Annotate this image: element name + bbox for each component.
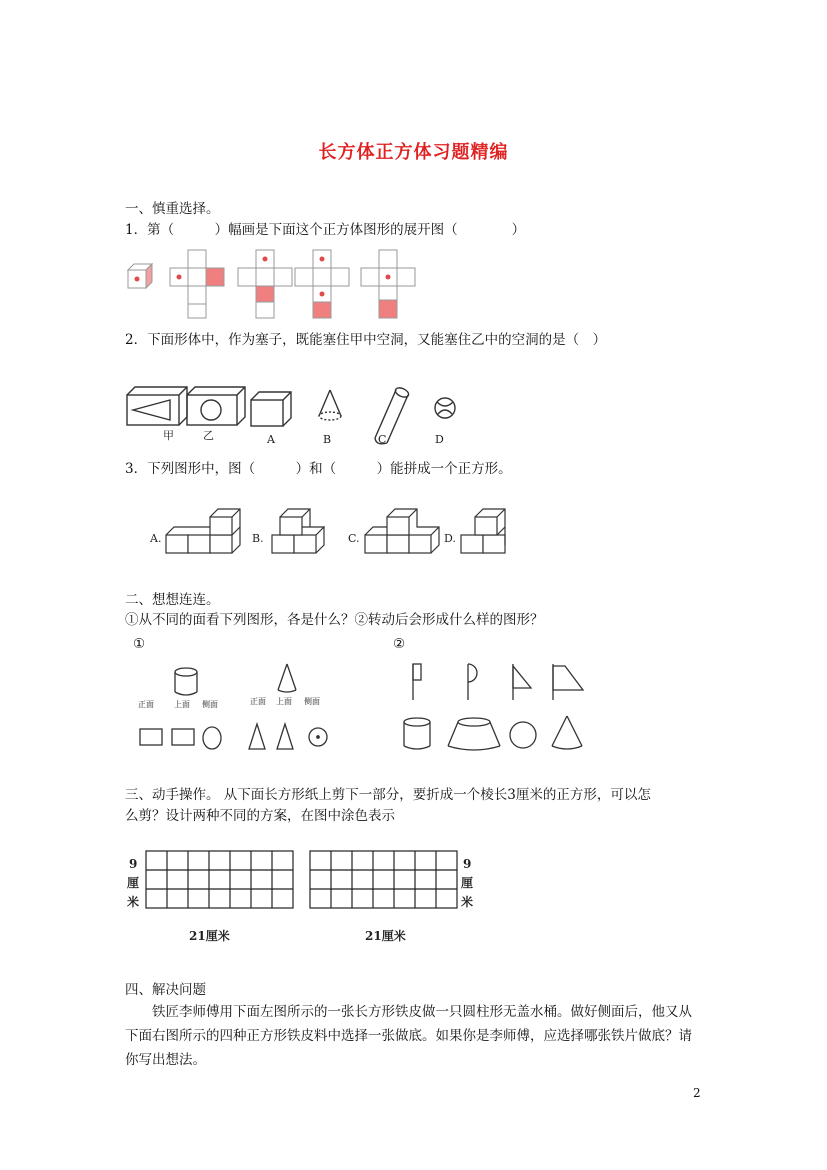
blocks-a bbox=[166, 509, 240, 553]
result-frustum bbox=[448, 718, 500, 750]
section2-heading: 二、想想连连。 bbox=[125, 592, 220, 608]
blocks-c bbox=[365, 509, 439, 553]
section1-heading: 一、慎重选择。 bbox=[125, 201, 220, 217]
label-d: D bbox=[435, 433, 444, 446]
net-a bbox=[170, 250, 224, 318]
box-jia bbox=[127, 387, 187, 425]
height-label-9: 9 bbox=[129, 857, 138, 871]
grid-figures[interactable] bbox=[125, 850, 485, 945]
label-side: 侧面 bbox=[202, 700, 218, 709]
block-figures bbox=[148, 508, 528, 558]
label-front-2: 正面 bbox=[250, 697, 266, 706]
height-label-mi: 米 bbox=[127, 895, 140, 909]
label-top: 上面 bbox=[174, 700, 190, 709]
section2-prompt: ①从不同的面看下列图形，各是什么？②转动后会形成什么样的图形？ bbox=[125, 612, 544, 628]
blocks-b bbox=[272, 509, 324, 553]
cube-net-figures bbox=[125, 245, 425, 320]
cube-icon bbox=[128, 264, 152, 288]
blocks-d bbox=[461, 509, 505, 553]
grid-left[interactable] bbox=[146, 851, 293, 908]
height-label-mi-right: 米 bbox=[461, 895, 474, 909]
section4-paragraph: 铁匠李师傅用下面左图所示的一张长方形铁皮做一只圆柱形无盖水桶。做好侧面后，他又从下面右图所示的四种正方形铁皮料中选择一张做底。如果你是李师傅，应选择哪张铁片做底？请你写出想法。 bbox=[125, 1004, 692, 1068]
width-label-left: 21厘米 bbox=[189, 929, 230, 943]
cone-b bbox=[319, 390, 341, 420]
flag-trapezoid bbox=[553, 664, 583, 700]
question-2: 2．下面形体中，作为塞子，既能塞住甲中空洞，又能塞住乙中的空洞的是（ ） bbox=[125, 332, 607, 348]
cylinder-solid bbox=[175, 668, 197, 695]
label-jia: 甲 bbox=[163, 429, 174, 442]
marker-2: ② bbox=[393, 636, 406, 652]
label-b: B. bbox=[252, 532, 264, 545]
label-a: A. bbox=[150, 532, 162, 545]
height-label-9-right: 9 bbox=[463, 857, 472, 871]
section4-heading: 四、解决问题 bbox=[125, 982, 206, 998]
section3-heading-line1: 三、动手操作。 从下面长方形纸上剪下一部分，要折成一个棱长3厘米的正方形，可以怎 bbox=[125, 787, 651, 803]
flag-semicircle bbox=[468, 664, 477, 700]
stopper-figures bbox=[125, 380, 495, 445]
grid-right[interactable] bbox=[310, 851, 457, 908]
label-front: 正面 bbox=[138, 700, 154, 709]
height-label-li: 厘 bbox=[127, 876, 140, 890]
flag-triangle bbox=[513, 664, 531, 700]
label-side-2: 侧面 bbox=[304, 697, 320, 706]
label-c: C bbox=[378, 433, 387, 446]
width-label-right: 21厘米 bbox=[365, 929, 406, 943]
net-d bbox=[361, 250, 415, 318]
question-1: 1．第（ ）幅画是下面这个正方体图形的展开图（ ） bbox=[125, 222, 526, 238]
views-figure bbox=[130, 660, 340, 755]
result-cylinder bbox=[404, 718, 430, 749]
page-title: 长方体正方体习题精编 bbox=[318, 142, 509, 163]
ball-d bbox=[435, 398, 455, 418]
section3-heading-line2: 么剪？设计两种不同的方案，在图中涂色表示 bbox=[125, 808, 395, 824]
page-number: 2 bbox=[693, 1086, 701, 1100]
height-label-li-right: 厘 bbox=[461, 876, 474, 890]
question-3: 3．下列图形中，图（ ）和（ ）能拼成一个正方形。 bbox=[125, 461, 512, 477]
rotation-figure bbox=[395, 660, 595, 755]
label-d: D. bbox=[444, 532, 456, 545]
label-b: B bbox=[323, 433, 332, 446]
label-yi: 乙 bbox=[203, 429, 214, 442]
label-a: A bbox=[267, 433, 275, 446]
net-b bbox=[238, 250, 292, 318]
net-c bbox=[295, 250, 349, 318]
label-c: C. bbox=[348, 532, 360, 545]
result-cone bbox=[552, 716, 582, 749]
result-sphere bbox=[510, 722, 536, 748]
flag-rect bbox=[413, 664, 421, 700]
marker-1: ① bbox=[133, 636, 146, 652]
label-top-2: 上面 bbox=[276, 697, 292, 706]
box-yi bbox=[187, 387, 245, 425]
box-a bbox=[251, 392, 291, 426]
cone-solid bbox=[278, 664, 296, 692]
